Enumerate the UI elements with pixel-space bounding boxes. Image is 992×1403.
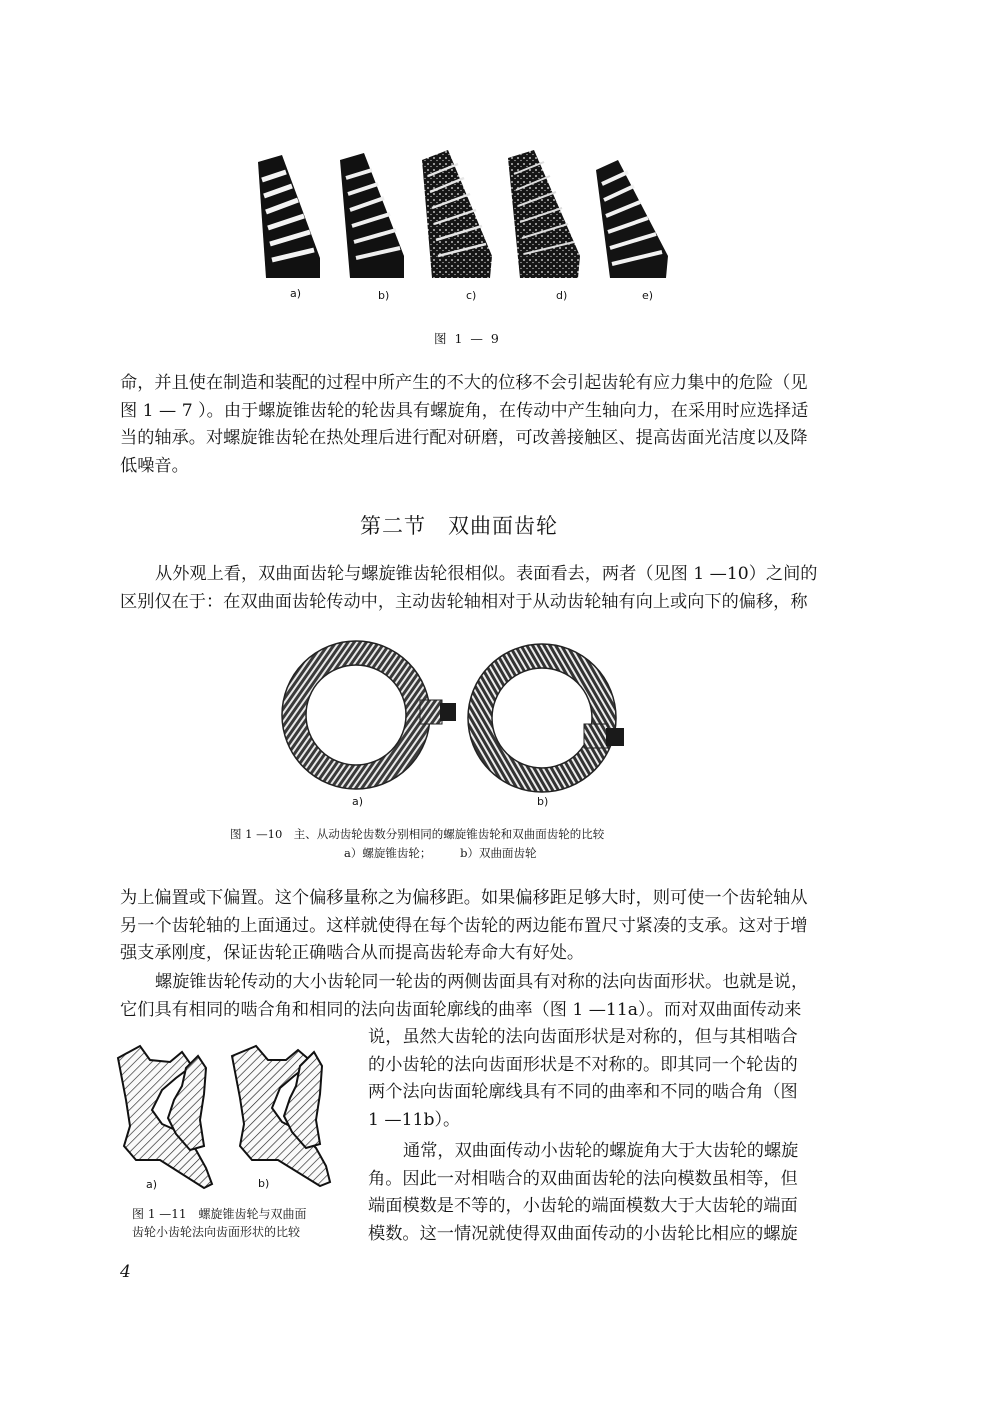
text-line: 说，虽然大齿轮的法向齿面形状是对称的，但与其相啮合 xyxy=(368,1027,798,1047)
figure-1-11-caption-line2: 齿轮小齿轮法向齿面形状的比较 xyxy=(132,1225,301,1239)
text-line: 区别仅在于：在双曲面齿轮传动中，主动齿轮轴相对于从动齿轮轴有向上或向下的偏移，称 xyxy=(120,591,808,612)
figure-1-11-caption-line1: 图 1 —11 螺旋锥齿轮与双曲面 xyxy=(132,1207,307,1221)
text-line: 1 —11b）。 xyxy=(368,1109,461,1130)
text-line: 通常，双曲面传动小齿轮的螺旋角大于大齿轮的螺旋 xyxy=(403,1141,799,1161)
text-line: 强支承刚度，保证齿轮正确啮合从而提高齿轮寿命大有好处。 xyxy=(120,943,585,963)
text-line: 从外观上看，双曲面齿轮与螺旋锥齿轮很相似。表面看去，两者（见图 1 —10）之间的 xyxy=(155,564,818,584)
figure-1-9-label-e: e) xyxy=(642,289,654,302)
text-line: 图 1 — 7 ）。由于螺旋锥齿轮的轮齿具有螺旋角，在传动中产生轴向力，在采用时应选择适 xyxy=(120,400,809,421)
figure-1-10-caption-line2: a）螺旋锥齿轮； b）双曲面齿轮 xyxy=(344,846,537,860)
figure-1-10-label-a: a) xyxy=(352,795,364,808)
figure-1-10-label-b: b) xyxy=(537,795,549,808)
text-line: 命，并且使在制造和装配的过程中所产生的不大的位移不会引起齿轮有应力集中的危险（见 xyxy=(120,373,808,393)
section-title: 第二节 双曲面齿轮 xyxy=(360,514,558,538)
text-line: 低噪音。 xyxy=(120,455,189,476)
text-line: 当的轴承。对螺旋锥齿轮在热处理后进行配对研磨，可改善接触区、提高齿面光洁度以及降 xyxy=(120,428,808,448)
text-line: 角。因此一对相啮合的双曲面齿轮的法向模数虽相等，但 xyxy=(368,1168,798,1189)
text-line: 它们具有相同的啮合角和相同的法向齿面轮廓线的曲率（图 1 —11a）。而对双曲面传动来 xyxy=(120,999,802,1020)
figure-1-9-caption: 图 1 — 9 xyxy=(434,331,501,346)
text-line: 的小齿轮的法向齿面形状是不对称的。即其同一个轮齿的 xyxy=(368,1054,798,1075)
figure-1-9-label-c: c) xyxy=(466,289,477,302)
tooth-profile-a xyxy=(118,1046,212,1188)
text-line: 另一个齿轮轴的上面通过。这样就使得在每个齿轮的两边能布置尺寸紧凑的支承。这对于增 xyxy=(120,915,808,936)
figure-1-10-caption-line1: 图 1 —10 主、从动齿轮齿数分别相同的螺旋锥齿轮和双曲面齿轮的比较 xyxy=(230,827,605,841)
text-line: 螺旋锥齿轮传动的大小齿轮同一轮齿的两侧齿面具有对称的法向齿面形状。也就是说， xyxy=(155,972,809,992)
tooth-profile-b xyxy=(232,1046,330,1186)
figure-1-9-label-d: d) xyxy=(556,289,568,302)
figure-1-9-label-b: b) xyxy=(378,289,390,302)
figure-1-11-label-b: b) xyxy=(258,1177,270,1190)
text-line: 两个法向齿面轮廓线具有不同的曲率和不同的啮合角（图 xyxy=(368,1082,798,1102)
figure-1-9-label-a: a) xyxy=(290,287,302,300)
figure-1-11-label-a: a) xyxy=(146,1178,158,1191)
page-number: 4 xyxy=(120,1262,131,1282)
text-line: 模数。这一情况就使得双曲面传动的小齿轮比相应的螺旋 xyxy=(368,1223,798,1244)
text-line: 为上偏置或下偏置。这个偏移量称之为偏移距。如果偏移距足够大时，则可使一个齿轮轴从 xyxy=(120,888,808,908)
text-line: 端面模数是不等的，小齿轮的端面模数大于大齿轮的端面 xyxy=(368,1196,798,1216)
